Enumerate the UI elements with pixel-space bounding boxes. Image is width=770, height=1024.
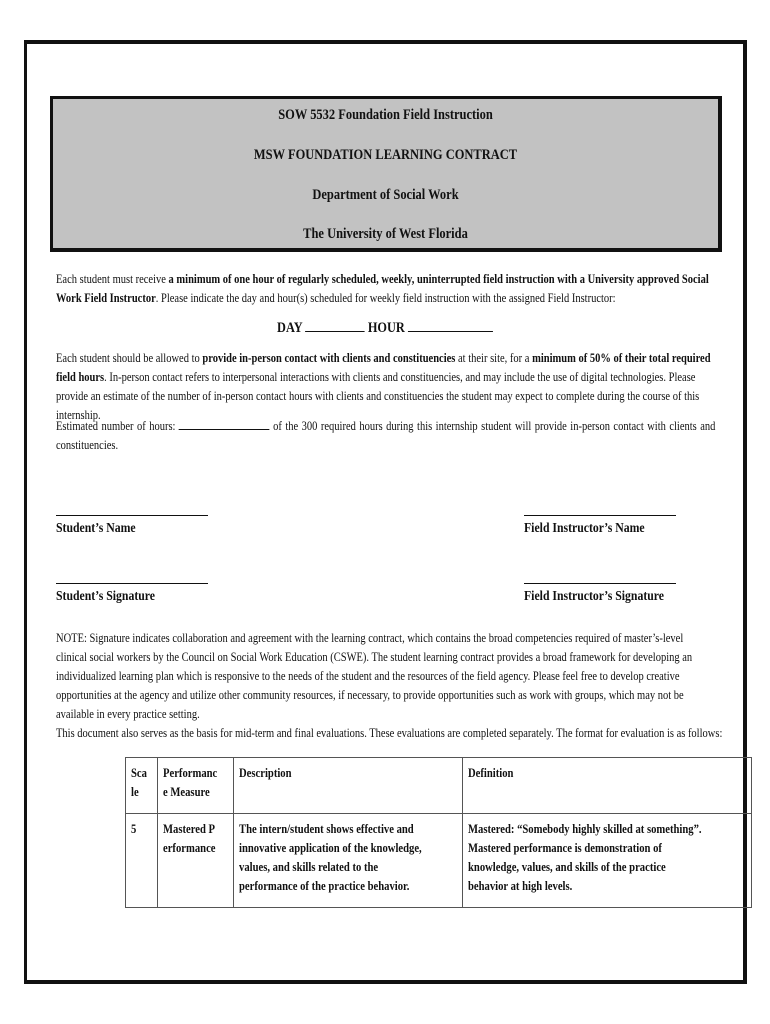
header-performance-measure: Performance Measure (163, 766, 218, 799)
instructor-signature-line[interactable] (524, 583, 676, 584)
row-scale: 5 (131, 822, 137, 836)
hour-label: HOUR (367, 320, 405, 336)
evaluation-table (125, 757, 752, 908)
in-person-contact-paragraph: Each student should be allowed to provide in-person contact with clients and constituencies at their site, for a minimum of 50% of their total required field hours. In-person contact refers to interpersonal interactions with clients and constituencies, and may include the use of digital technologies. Please provide an estimate of the number of in-person contact hours with clients and constituencies the student may expect to complete during the course of this internship. (56, 351, 711, 422)
day-hour-line (0, 318, 770, 337)
field-instruction-requirement: a minimum of one hour of regularly scheduled, weekly, uninterrupted field instruction with a University approved Social Work Field Instructor (56, 272, 709, 305)
student-name-line[interactable] (56, 515, 208, 516)
estimated-hours-blank[interactable] (179, 416, 270, 430)
table-header-row (126, 758, 752, 814)
day-label: DAY (277, 320, 303, 336)
student-signature-line[interactable] (56, 583, 208, 584)
field-instruction-paragraph: Each student must receive a minimum of one hour of regularly scheduled, weekly, uninterrupted field instruction with a University approved Social Work Field Instructor. Please indicate the day and hour(s) scheduled for weekly field instruction with the assigned Field Instructor: (56, 272, 709, 305)
university-name: The University of West Florida (303, 226, 468, 242)
header-box (50, 96, 722, 252)
estimated-hours-paragraph: Estimated number of hours: of the 300 required hours during this internship student will provide in-person contact with clients and constituencies. (56, 416, 770, 455)
day-blank[interactable] (305, 318, 365, 332)
row-description: The intern/student shows effective and innovative application of the knowledge, values, and skills related to the performance of the practice behavior. (239, 822, 422, 893)
row-definition: Mastered: “Somebody highly skilled at something”. Mastered performance is demonstration of knowledge, values, and skills of the practice behavior at high levels. (468, 822, 702, 893)
student-signature-label: Student’s Signature (56, 589, 156, 604)
evaluation-intro: This document also serves as the basis for mid-term and final evaluations. These evaluations are completed separately. The format for evaluation is as follows: (56, 726, 723, 740)
table-row (126, 814, 752, 908)
hour-blank[interactable] (408, 318, 493, 332)
note-paragraph: NOTE: Signature indicates collaboration and agreement with the learning contract, which contains the broad competencies required of master’s-level clinical social workers by the Council on Social Work Education (CSWE). The student learning contract provides a broad framework for developing an individualized learning plan which is responsive to the needs of the student and the resources of the field agency. Please feel free to develop creative opportunities at the agency and utilize other community resources, if necessary, to provide opportunities such as work with groups, which may not be available in every practice setting. (56, 631, 693, 721)
header-definition: Definition (468, 766, 514, 780)
instructor-name-line[interactable] (524, 515, 676, 516)
contract-title: MSW FOUNDATION LEARNING CONTRACT (253, 147, 518, 163)
row-measure: Mastered Performance (163, 822, 216, 855)
header-scale: Scale (131, 766, 147, 799)
instructor-signature-label: Field Instructor’s Signature (524, 589, 665, 604)
header-description: Description (239, 766, 292, 780)
department-name: Department of Social Work (312, 187, 459, 203)
student-name-label: Student’s Name (56, 521, 136, 536)
course-title: SOW 5532 Foundation Field Instruction (278, 107, 493, 123)
instructor-name-label: Field Instructor’s Name (524, 521, 645, 536)
